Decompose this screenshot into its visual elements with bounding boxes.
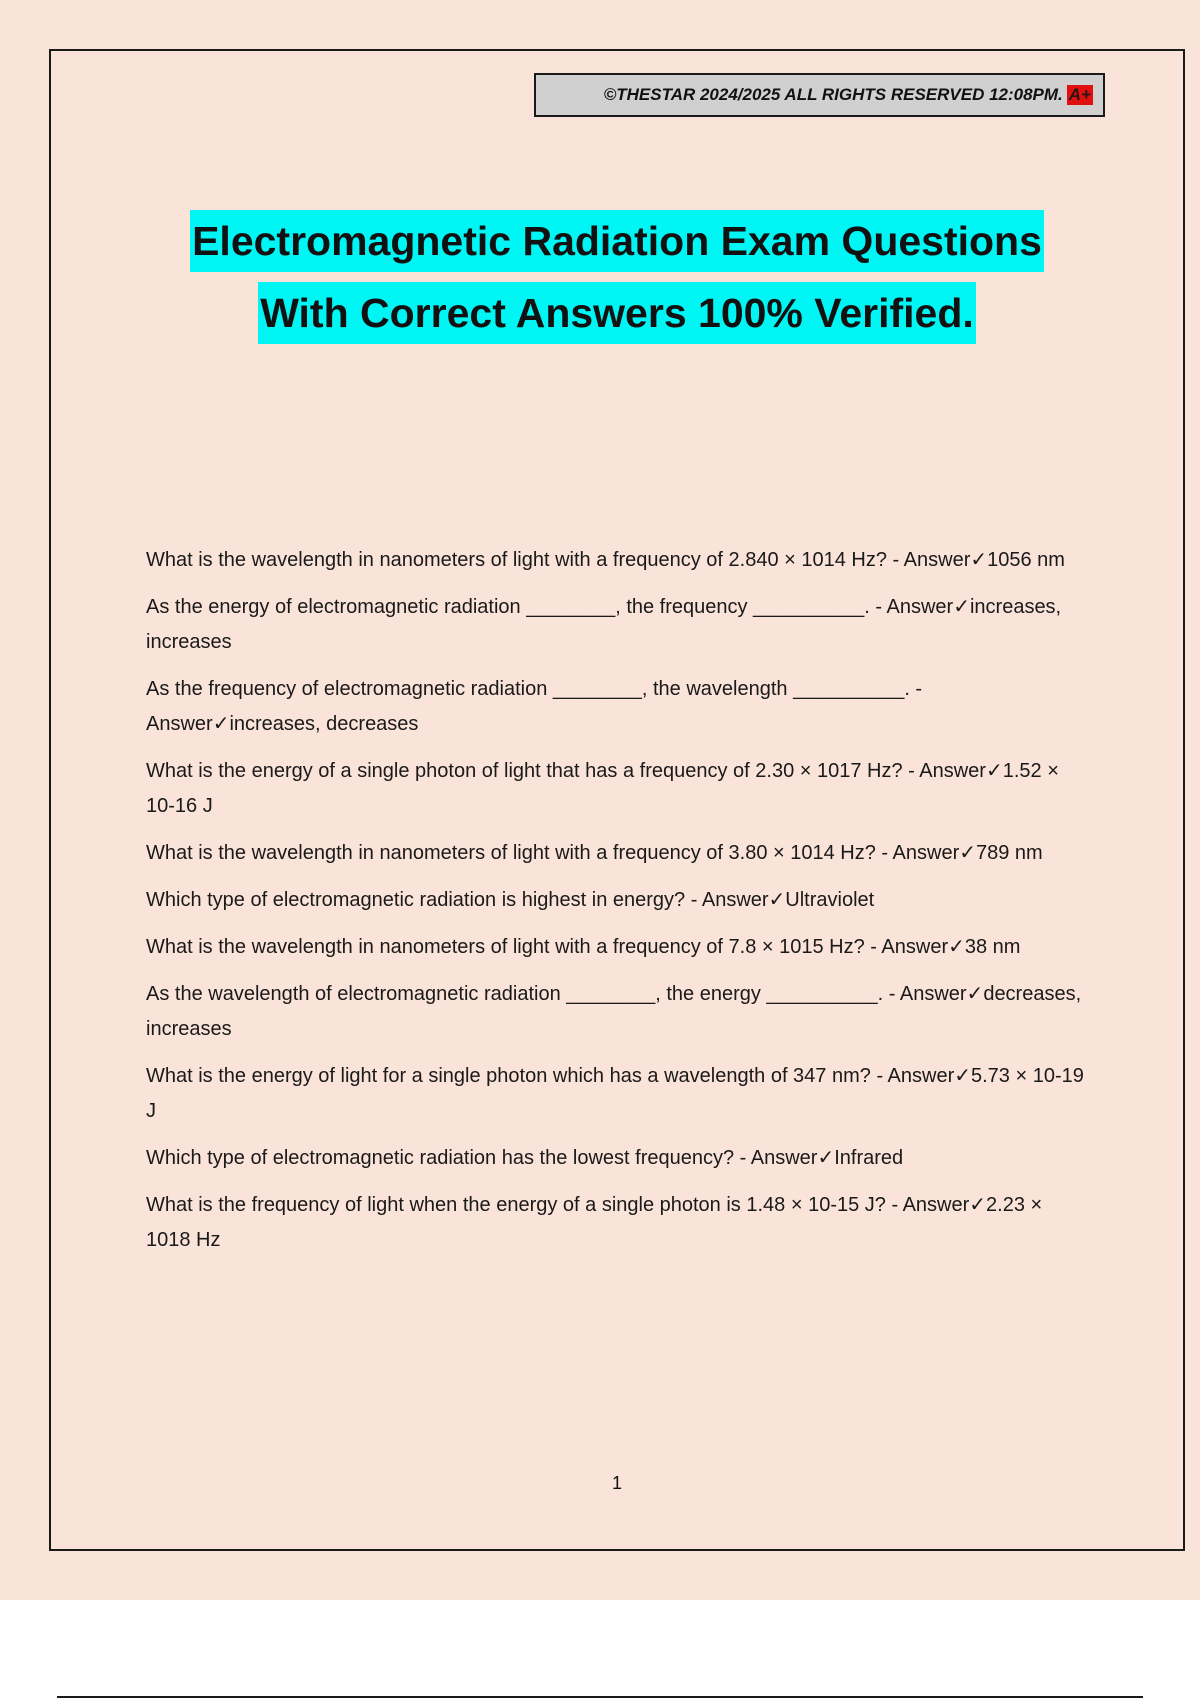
qa-item: As the energy of electromagnetic radiation ________, the frequency __________. - Answer✓increases, increases [146,596,1062,653]
page-number: 1 [611,1473,622,1493]
grade-badge: A+ [1068,85,1091,104]
bottom-divider [57,1696,1143,1698]
copyright-text: ©THESTAR 2024/2025 ALL RIGHTS RESERVED 12:08PM. [603,85,1063,104]
qa-item: What is the energy of a single photon of light that has a frequency of 2.30 × 1017 Hz? - Answer✓1.52 × 10-16 J [146,760,1059,817]
qa-item: As the wavelength of electromagnetic radiation ________, the energy __________. - Answer✓decreases, increases [146,983,1082,1040]
title-line-2: With Correct Answers 100% Verified. [258,282,976,344]
qa-item: What is the frequency of light when the energy of a single photon is 1.48 × 10-15 J? - Answer✓2.23 × 1018 Hz [146,1194,1043,1251]
qa-item: Which type of electromagnetic radiation has the lowest frequency? - Answer✓Infrared [146,1147,904,1169]
qa-item: What is the energy of light for a single photon which has a wavelength of 347 nm? - Answer✓5.73 × 10-19 J [146,1065,1084,1122]
question-answer-list [146,543,1091,1270]
qa-item: Which type of electromagnetic radiation is highest in energy? - Answer✓Ultraviolet [146,889,875,911]
copyright-header [534,73,1105,117]
qa-item: What is the wavelength in nanometers of light with a frequency of 7.8 × 1015 Hz? - Answer✓38 nm [146,936,1021,958]
qa-item: As the frequency of electromagnetic radiation ________, the wavelength __________. - Answer✓increases, decreases [146,678,923,735]
qa-item: What is the wavelength in nanometers of light with a frequency of 3.80 × 1014 Hz? - Answer✓789 nm [146,842,1043,864]
document-title [0,210,1200,344]
title-line-1: Electromagnetic Radiation Exam Questions [190,210,1044,272]
qa-item: What is the wavelength in nanometers of light with a frequency of 2.840 × 1014 Hz? - Answer✓1056 nm [146,549,1065,571]
